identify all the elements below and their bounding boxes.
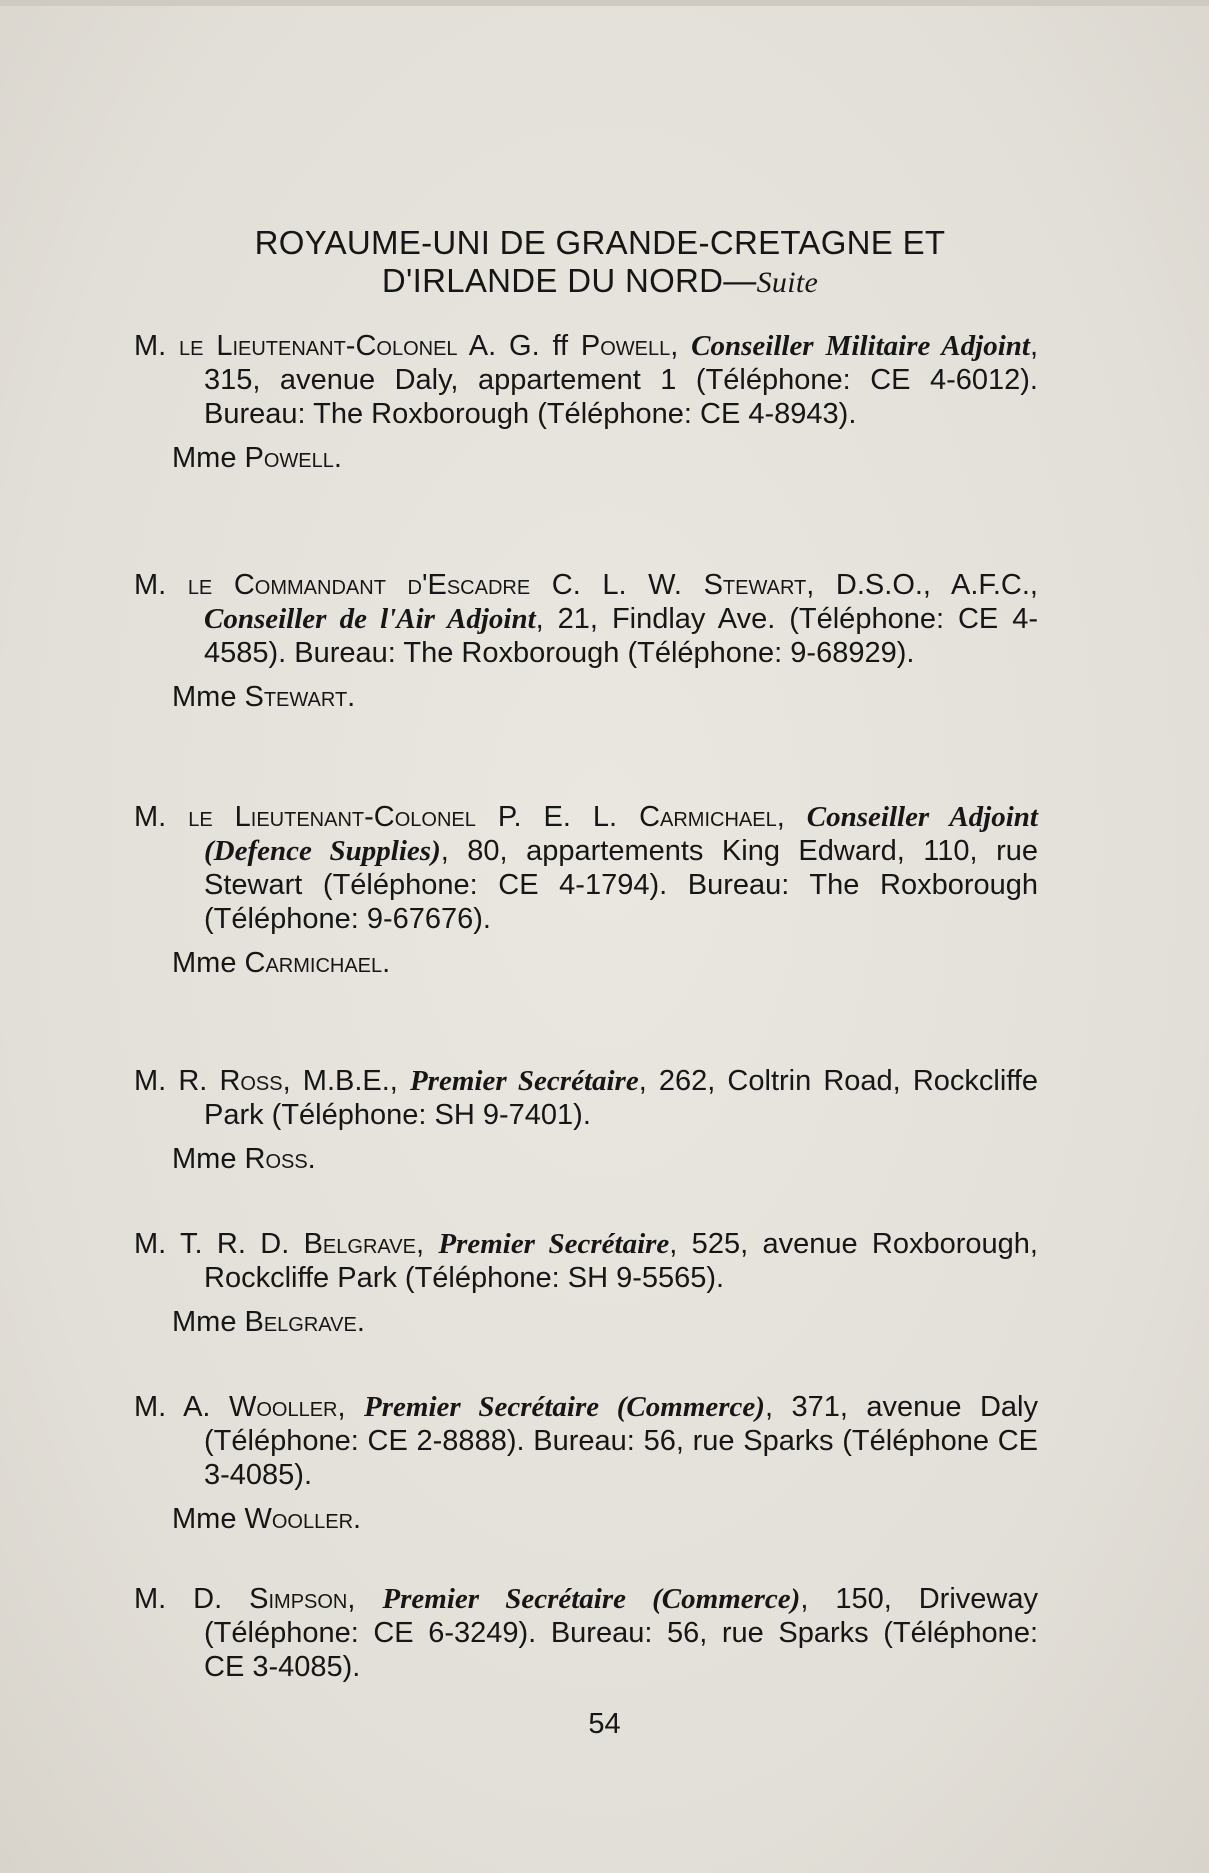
- entry-prefix: M.: [134, 1391, 184, 1423]
- entry-spouse: [134, 946, 1038, 980]
- entry-rank: le Commandant d'Escadre: [187, 569, 531, 601]
- entry-details: , 262, Coltrin Road, Rockcliffe Park (Téléphone: SH 9-7401).: [204, 1065, 1038, 1131]
- entry-separator: ,: [337, 1391, 365, 1423]
- entry-initials: D.: [193, 1583, 250, 1615]
- spouse-prefix: Mme: [172, 1143, 245, 1175]
- entry-separator: ,: [347, 1583, 383, 1615]
- directory-entry-simpson: [134, 1582, 1038, 1684]
- entry-text: [134, 1227, 1038, 1295]
- directory-entry-belgrave: [134, 1227, 1038, 1339]
- directory-entry-stewart: [134, 568, 1038, 714]
- entry-initials: A. G. ff: [457, 330, 581, 362]
- entry-details: , 80, appartements King Edward, 110, rue Stewart (Téléphone: CE 4-1794). Bureau: The Roxborough (Téléphone: 9-67676).: [204, 835, 1038, 935]
- entry-spouse: [134, 680, 1038, 714]
- entry-text: [134, 1390, 1038, 1492]
- entry-role: Premier Secrétaire: [438, 1228, 670, 1260]
- entry-prefix: M.: [134, 330, 180, 362]
- entry-rank: le Lieutenant-Colonel: [179, 330, 458, 362]
- entry-details: , 150, Driveway (Téléphone: CE 6-3249). Bureau: 56, rue Sparks (Téléphone: CE 3-4085).: [204, 1583, 1038, 1683]
- entry-text: [134, 568, 1038, 670]
- entry-surname: Ross: [219, 1065, 283, 1097]
- entry-initials: A.: [183, 1391, 229, 1423]
- directory-entry-ross: [134, 1064, 1038, 1176]
- directory-entry-powell: [134, 329, 1038, 475]
- entry-details: , 371, avenue Daly (Téléphone: CE 2-8888). Bureau: 56, rue Sparks (Téléphone CE 3-4085).: [204, 1391, 1039, 1491]
- page-number: 54: [588, 1708, 621, 1740]
- heading-line-2-text: D'IRLANDE DU NORD—: [381, 262, 757, 299]
- entry-separator: ,: [670, 330, 692, 362]
- spouse-prefix: Mme: [172, 947, 245, 979]
- entry-role: Premier Secrétaire (Commerce): [364, 1391, 765, 1423]
- spouse-name: Powell.: [244, 442, 342, 474]
- entry-separator: ,: [415, 1228, 439, 1260]
- spouse-prefix: Mme: [172, 442, 245, 474]
- entry-text: [134, 1064, 1038, 1132]
- entry-separator: , M.B.E.,: [282, 1065, 410, 1097]
- entry-prefix: M.: [134, 1065, 179, 1097]
- heading-suite: Suite: [756, 266, 819, 299]
- entry-text: [134, 329, 1038, 431]
- entry-role: Conseiller Militaire Adjoint: [691, 330, 1030, 362]
- entry-spouse: [134, 441, 1038, 475]
- entry-separator: ,: [776, 801, 807, 833]
- entry-prefix: M.: [134, 569, 188, 601]
- entry-prefix: M.: [134, 1228, 181, 1260]
- entry-surname: Powell: [580, 330, 671, 362]
- spouse-prefix: Mme: [172, 1503, 245, 1535]
- entry-role: Conseiller Adjoint (Defence Supplies): [204, 801, 1038, 867]
- entry-surname: Belgrave: [303, 1228, 416, 1260]
- entry-details: , 21, Findlay Ave. (Téléphone: CE 4-4585). Bureau: The Roxborough (Téléphone: 9-68929).: [204, 603, 1038, 669]
- directory-entry-carmichael: [134, 800, 1038, 980]
- entry-text: [134, 800, 1038, 936]
- entry-details: , 315, avenue Daly, appartement 1 (Téléphone: CE 4-6012). Bureau: The Roxborough (Téléphone: CE 4-8943).: [204, 330, 1038, 430]
- entry-rank: le Lieutenant-Colonel: [188, 801, 476, 833]
- spouse-prefix: Mme: [172, 1306, 245, 1338]
- entry-surname: Simpson: [249, 1583, 348, 1615]
- spouse-name: Stewart.: [244, 681, 356, 713]
- entry-surname: Wooller: [228, 1391, 338, 1423]
- heading-line-2: [120, 262, 1080, 302]
- heading-line-1: ROYAUME-UNI DE GRANDE-CRETAGNE ET: [254, 224, 946, 261]
- entry-role: Premier Secrétaire: [409, 1065, 639, 1097]
- entry-initials: T. R. D.: [180, 1228, 304, 1260]
- entry-details: , 525, avenue Roxborough, Rockcliffe Park (Téléphone: SH 9-5565).: [204, 1228, 1038, 1294]
- spouse-name: Ross.: [244, 1143, 316, 1175]
- spouse-name: Wooller.: [244, 1503, 362, 1535]
- entry-text: [134, 1582, 1038, 1684]
- spouse-prefix: Mme: [172, 681, 245, 713]
- directory-entry-wooller: [134, 1390, 1038, 1536]
- entry-spouse: [134, 1502, 1038, 1536]
- entry-spouse: [134, 1305, 1038, 1339]
- spouse-name: Carmichael.: [244, 947, 391, 979]
- entry-initials: R.: [178, 1065, 220, 1097]
- entry-prefix: M.: [134, 1583, 194, 1615]
- entry-spouse: [134, 1142, 1038, 1176]
- entry-prefix: M.: [134, 801, 189, 833]
- page-top-edge: [0, 0, 1209, 6]
- entry-separator: , D.S.O., A.F.C.,: [806, 569, 1038, 601]
- entry-surname: Stewart: [703, 569, 807, 601]
- spouse-name: Belgrave.: [244, 1306, 365, 1338]
- section-heading: [120, 224, 1080, 302]
- entry-surname: Carmichael: [639, 801, 777, 833]
- entry-role: Conseiller de l'Air Adjoint: [204, 603, 536, 635]
- entry-initials: C. L. W.: [530, 569, 704, 601]
- entry-role: Premier Secrétaire (Commerce): [382, 1583, 801, 1615]
- entry-initials: P. E. L.: [475, 801, 640, 833]
